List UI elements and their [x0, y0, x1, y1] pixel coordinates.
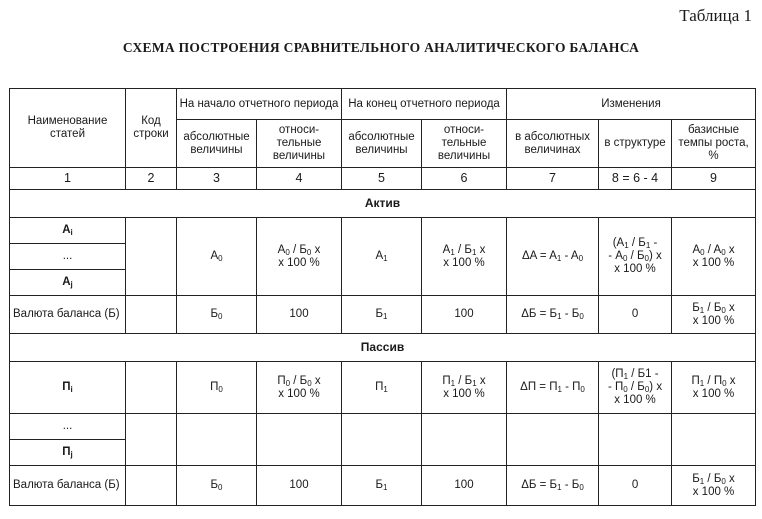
- cell-empty: [126, 466, 177, 506]
- col-number: 6: [422, 168, 507, 190]
- header-period-end: На конец отчетного периода: [342, 89, 507, 120]
- row-balance-currency: Валюта баланса (Б): [10, 466, 126, 506]
- table-title: СХЕМА ПОСТРОЕНИЯ СРАВНИТЕЛЬНОГО АНАЛИТИЧЕСКОГО БАЛАНСА: [122, 40, 640, 55]
- cell-p-growth: $П_1 / П_0$ x x 100 %: [672, 362, 756, 414]
- cell-empty: [342, 414, 422, 466]
- cell-empty: [599, 414, 672, 466]
- row-asset-ai: $A_i$: [10, 218, 126, 244]
- cell-empty: [126, 296, 177, 334]
- cell-hundred: 100: [422, 466, 507, 506]
- cell-empty: [507, 414, 599, 466]
- cell-a0-rel: $A_0 / Б_0$ x x 100 %: [257, 218, 342, 296]
- table-number-label: Таблица 1: [679, 6, 752, 25]
- header-period-start: На начало отчетного периода: [177, 89, 342, 120]
- comparative-balance-table: [9, 88, 756, 506]
- cell-b0: $Б_0$: [177, 466, 257, 506]
- column-number-row: [10, 168, 756, 190]
- cell-b1: $Б_1$: [342, 296, 422, 334]
- cell-a-growth: $A_0 / A_0$ x x 100 %: [672, 218, 756, 296]
- cell-b1: $Б_1$: [342, 466, 422, 506]
- cell-a0: $A_0$: [177, 218, 257, 296]
- row-liability-pj: $П_j$: [10, 440, 126, 466]
- cell-zero: 0: [599, 466, 672, 506]
- row-balance-currency: Валюта баланса (Б): [10, 296, 126, 334]
- header-start-rel: относи-тельные величины: [257, 120, 342, 168]
- cell-a-structure: ($A_1 / Б_1$ - - $A_0 / Б_0$) x x 100 %: [599, 218, 672, 296]
- header-end-abs: абсолютные величины: [342, 120, 422, 168]
- row-ellipsis: ...: [10, 244, 126, 270]
- header-item-name: Наименование статей: [10, 89, 126, 168]
- cell-p1: $П_1$: [342, 362, 422, 414]
- cell-empty: [422, 414, 507, 466]
- col-number: 4: [257, 168, 342, 190]
- cell-p1-rel: $П_1 / Б_1$ x x 100 %: [422, 362, 507, 414]
- cell-empty: [672, 414, 756, 466]
- cell-empty: [177, 414, 257, 466]
- col-number: 3: [177, 168, 257, 190]
- col-number: 7: [507, 168, 599, 190]
- cell-p0-rel: $П_0 / Б_0$ x x 100 %: [257, 362, 342, 414]
- cell-b-growth: $Б_1 / Б_0$ x x 100 %: [672, 296, 756, 334]
- cell-zero: 0: [599, 296, 672, 334]
- header-change-abs: в абсолютных величинах: [507, 120, 599, 168]
- cell-empty: [126, 362, 177, 414]
- cell-delta-a: $\Delta A = A_1 - A_0$: [507, 218, 599, 296]
- cell-b-growth: $Б_1 / Б_0$ x x 100 %: [672, 466, 756, 506]
- header-change-structure: в структуре: [599, 120, 672, 168]
- cell-empty: [126, 414, 177, 466]
- cell-empty: [257, 414, 342, 466]
- cell-hundred: 100: [257, 296, 342, 334]
- col-number: 9: [672, 168, 756, 190]
- cell-delta-b: $\Delta Б = Б_1 - Б_0$: [507, 296, 599, 334]
- row-asset-aj: $A_j$: [10, 270, 126, 296]
- header-growth-rate: базисные темпы роста, %: [672, 120, 756, 168]
- section-liabilities: Пассив: [10, 334, 756, 362]
- cell-hundred: 100: [422, 296, 507, 334]
- header-changes: Изменения: [507, 89, 756, 120]
- cell-b0: $Б_0$: [177, 296, 257, 334]
- cell-p0: $П_0$: [177, 362, 257, 414]
- col-number: 8 = 6 - 4: [599, 168, 672, 190]
- col-number: 1: [10, 168, 126, 190]
- col-number: 2: [126, 168, 177, 190]
- cell-delta-b: $\Delta Б = Б_1 - Б_0$: [507, 466, 599, 506]
- cell-p-structure: ($П_1 / Б1$ - - $П_0 / Б_0$) x x 100 %: [599, 362, 672, 414]
- col-number: 5: [342, 168, 422, 190]
- header-end-rel: относи-тельные величины: [422, 120, 507, 168]
- cell-hundred: 100: [257, 466, 342, 506]
- row-ellipsis: ...: [10, 414, 126, 440]
- cell-delta-p: $\Delta П = П_1 - П_0$: [507, 362, 599, 414]
- cell-a1-rel: $A_1 / Б_1$ x x 100 %: [422, 218, 507, 296]
- row-liability-pi: $П_i$: [10, 362, 126, 414]
- cell-a1: $A_1$: [342, 218, 422, 296]
- section-assets: Актив: [10, 190, 756, 218]
- cell-empty: [126, 218, 177, 296]
- header-start-abs: абсолютные величины: [177, 120, 257, 168]
- header-line-code: Код строки: [126, 89, 177, 168]
